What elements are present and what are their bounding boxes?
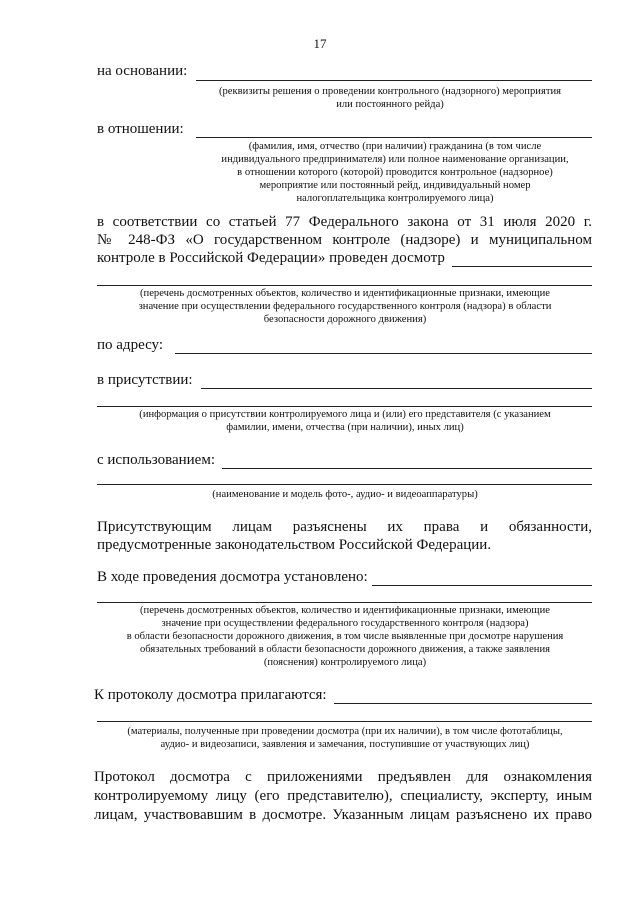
- presence-note: (информация о присутствии контролируемого лица и (или) его представителя (с указанием фамилии, имени, отчества (при наличии), иных лиц): [139, 409, 551, 433]
- attachments-fill-line-2[interactable]: [97, 721, 592, 722]
- basis-label: на основании:: [97, 63, 188, 79]
- basis-fill-line[interactable]: [196, 80, 592, 81]
- subject-note: (фамилия, имя, отчество (при наличии) гражданина (в том числе индивидуального предпринимателя) или полное наименование организации, в отношении которого (которой) проводится контрольное (надзорное) мероприятие или постоянный рейд, индивидуальный номер налогоплательщика контролируемого лица): [221, 141, 569, 204]
- equipment-fill-line-2[interactable]: [97, 484, 592, 485]
- equipment-note: (наименование и модель фото-, аудио- и видеоаппаратуры): [212, 489, 478, 500]
- address-label: по адресу:: [97, 337, 164, 353]
- inspection-fill-line-2[interactable]: [97, 285, 592, 286]
- findings-label: В ходе проведения досмотра установлено:: [97, 569, 368, 585]
- presence-fill-line-2[interactable]: [97, 406, 592, 407]
- findings-note: (перечень досмотренных объектов, количество и идентификационные признаки, имеющие значение при осуществлении федерального государственного контроля (надзора) в области безопасности дорожного движения, в том числе выявленные при досмотре нарушения обязательных требований в области безопасности дорожного движения, а также заявления (пояснения) контролируемого лица): [126, 605, 564, 668]
- equipment-fill-line[interactable]: [222, 468, 592, 469]
- final-paragraph: Протокол досмотра с приложениями предъявлен для ознакомления контролируемому лицу (его представителю), специалисту, эксперту, иным лицам, участвовавшим в досмотре. Указанным лицам разъяснено их право: [94, 769, 592, 823]
- attachments-label: К протоколу досмотра прилагаются:: [94, 687, 327, 703]
- attachments-note: (материалы, полученные при проведении досмотра (при их наличии), в том числе фототаблицы, аудио- и видеозаписи, заявления и замечания, поступившие от участвующих лиц): [127, 726, 563, 750]
- findings-fill-line-2[interactable]: [97, 602, 592, 603]
- inspection-fill-line[interactable]: [452, 266, 592, 267]
- presence-label: в присутствии:: [97, 372, 193, 388]
- subject-label: в отношении:: [97, 121, 184, 137]
- presence-fill-line[interactable]: [201, 388, 592, 389]
- subject-fill-line[interactable]: [196, 137, 592, 138]
- address-fill-line[interactable]: [175, 353, 592, 354]
- page-number: 17: [313, 36, 327, 51]
- inspection-note: (перечень досмотренных объектов, количество и идентификационные признаки, имеющие значение при осуществлении федерального государственного контроля (надзора) в области безопасности дорожного движения): [138, 288, 552, 325]
- rights-paragraph: Присутствующим лицам разъяснены их права и обязанности, предусмотренные законодательством Российской Федерации.: [97, 519, 592, 553]
- findings-fill-line[interactable]: [372, 585, 592, 586]
- equipment-label: с использованием:: [97, 452, 216, 468]
- basis-note: (реквизиты решения о проведении контрольного (надзорного) мероприятия или постоянного рейда): [218, 86, 561, 110]
- law-paragraph: в соответствии со статьей 77 Федерального закона от 31 июля 2020 г. № 248-ФЗ «О государственном контроле (надзоре) и муниципальном контроле в Российской Федерации» проведен досмотр: [97, 214, 592, 266]
- attachments-fill-line[interactable]: [334, 703, 592, 704]
